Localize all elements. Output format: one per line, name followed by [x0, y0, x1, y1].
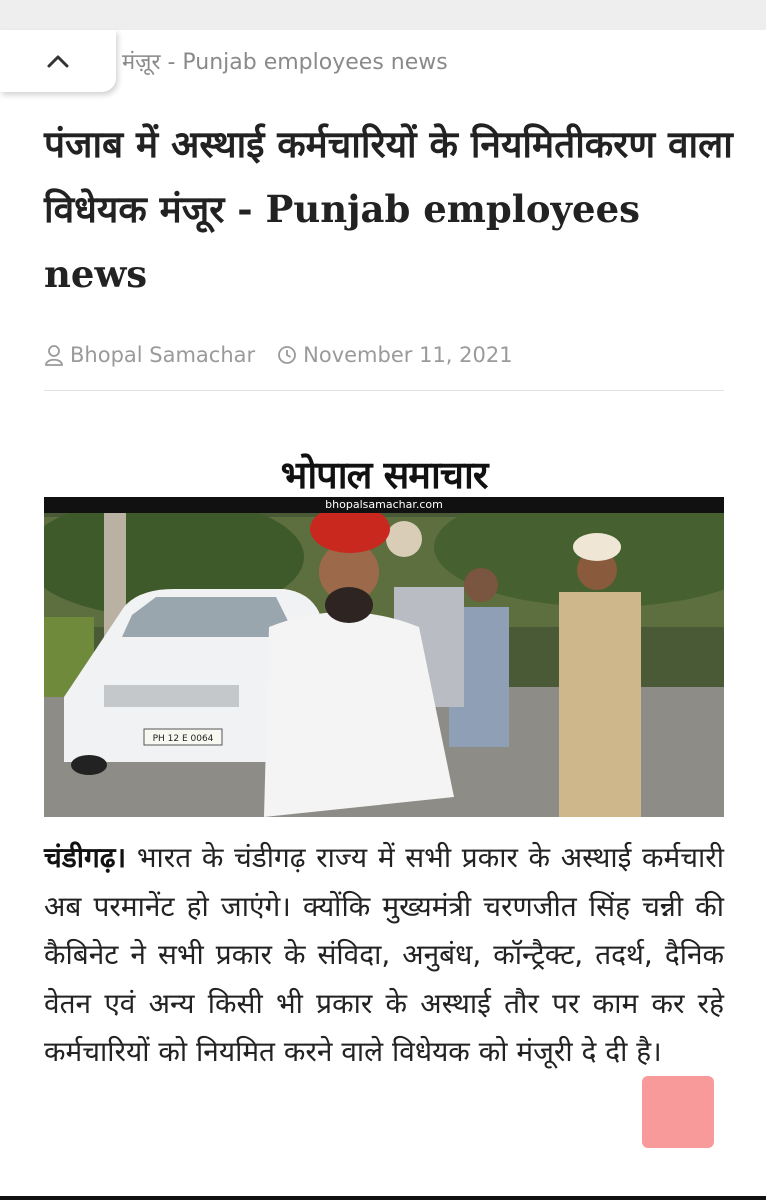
- collapse-button[interactable]: [0, 30, 116, 92]
- image-url-strip: bhopalsamachar.com: [44, 497, 724, 513]
- author-name[interactable]: Bhopal Samachar: [70, 343, 256, 367]
- dateline: चंडीगढ़।: [44, 841, 127, 874]
- bottom-edge: [0, 1196, 766, 1200]
- article-photo: [44, 497, 724, 817]
- photo-illustration: [44, 497, 724, 817]
- article-body: [44, 834, 724, 1077]
- publish-date: November 11, 2021: [303, 343, 513, 367]
- floating-action-button[interactable]: [642, 1076, 714, 1148]
- article-body-text: भारत के चंडीगढ़ राज्य में सभी प्रकार के अस्थाई कर्मचारी अब परमानेंट हो जाएंगे। क्योंकि मुख्यमंत्री चरणजीत सिंह चन्नी की कैबिनेट ने सभी प्रकार के संविदा, अनुबंध, कॉन्ट्रैक्ट, तदर्थ, दैनिक वेतन एवं अन्य किसी भी प्रकार के अस्थाई तौर पर काम कर रहे कर्मचारियों को नियमित करने वाले विधेयक को मंजूरी दे दी है।: [44, 841, 724, 1068]
- article-title: पंजाब में अस्थाई कर्मचारियों के नियमितीकरण वाला विधेयक मंजूर - Punjab employees news: [44, 122, 733, 296]
- number-plate: PH 12 E 0064: [152, 734, 214, 744]
- user-icon: [44, 344, 64, 366]
- divider: [44, 390, 724, 391]
- image-brand-logo: भोपाल समाचार: [280, 453, 488, 497]
- browser-top-bar: [0, 0, 766, 31]
- chevron-up-icon: [46, 53, 70, 69]
- article-meta: [44, 340, 513, 370]
- breadcrumb[interactable]: मंज़ूर - Punjab employees news: [122, 50, 448, 75]
- clock-icon: [277, 345, 297, 365]
